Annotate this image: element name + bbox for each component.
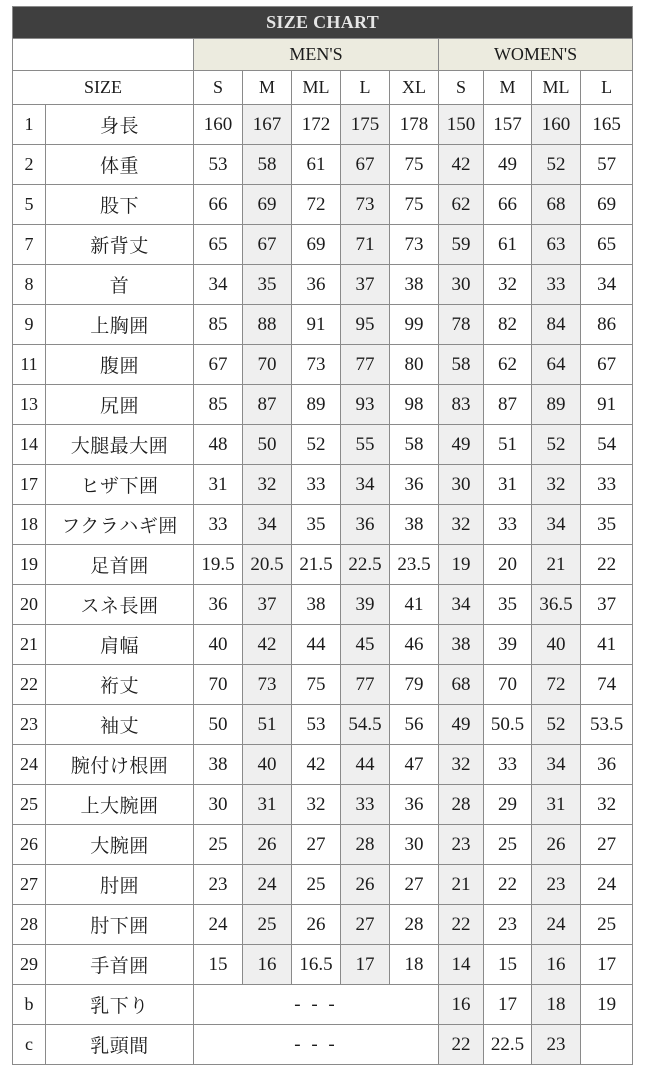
measurement-name: 乳頭間 bbox=[46, 1025, 194, 1065]
men-value: 51 bbox=[243, 705, 292, 745]
men-value: 28 bbox=[390, 905, 439, 945]
women-value: 22 bbox=[439, 1025, 484, 1065]
women-value: 14 bbox=[439, 945, 484, 985]
women-value: 20 bbox=[484, 545, 532, 585]
row-index: 17 bbox=[13, 465, 46, 505]
row-index: 21 bbox=[13, 625, 46, 665]
measurement-row bbox=[13, 625, 633, 665]
men-value: 178 bbox=[390, 105, 439, 145]
men-value: 25 bbox=[243, 905, 292, 945]
row-index: 24 bbox=[13, 745, 46, 785]
women-value: 32 bbox=[532, 465, 581, 505]
men-value: 48 bbox=[194, 425, 243, 465]
men-value: 33 bbox=[292, 465, 341, 505]
measurement-name: 裄丈 bbox=[46, 665, 194, 705]
women-value: 24 bbox=[532, 905, 581, 945]
measurement-name: スネ長囲 bbox=[46, 585, 194, 625]
womens-group-header: WOMEN'S bbox=[439, 39, 633, 71]
row-index: 7 bbox=[13, 225, 46, 265]
men-value: 87 bbox=[243, 385, 292, 425]
men-value: 36 bbox=[292, 265, 341, 305]
men-value: 77 bbox=[341, 345, 390, 385]
men-value: 41 bbox=[390, 585, 439, 625]
men-value: 73 bbox=[243, 665, 292, 705]
men-value: 32 bbox=[243, 465, 292, 505]
women-value: 49 bbox=[484, 145, 532, 185]
women-value: 17 bbox=[581, 945, 633, 985]
men-value: 27 bbox=[390, 865, 439, 905]
men-value: 44 bbox=[341, 745, 390, 785]
row-index: 2 bbox=[13, 145, 46, 185]
men-value: 26 bbox=[243, 825, 292, 865]
women-value: 29 bbox=[484, 785, 532, 825]
women-size-m: M bbox=[484, 71, 532, 105]
women-value: 58 bbox=[439, 345, 484, 385]
size-label: SIZE bbox=[13, 71, 194, 105]
chart-title: SIZE CHART bbox=[13, 7, 633, 39]
men-value: 25 bbox=[194, 825, 243, 865]
men-value: 40 bbox=[243, 745, 292, 785]
men-value: 25 bbox=[292, 865, 341, 905]
row-index: 23 bbox=[13, 705, 46, 745]
women-value: 86 bbox=[581, 305, 633, 345]
men-value: 34 bbox=[194, 265, 243, 305]
men-value: 65 bbox=[194, 225, 243, 265]
women-only-row bbox=[13, 985, 633, 1025]
men-value: 17 bbox=[341, 945, 390, 985]
women-value: 69 bbox=[581, 185, 633, 225]
men-value: 75 bbox=[390, 145, 439, 185]
women-value: 25 bbox=[484, 825, 532, 865]
measurement-row bbox=[13, 505, 633, 545]
women-value: 53.5 bbox=[581, 705, 633, 745]
women-value: 33 bbox=[532, 265, 581, 305]
women-value: 87 bbox=[484, 385, 532, 425]
measurement-name: 肘囲 bbox=[46, 865, 194, 905]
men-value: 38 bbox=[292, 585, 341, 625]
men-value: 44 bbox=[292, 625, 341, 665]
measurement-name: 袖丈 bbox=[46, 705, 194, 745]
measurement-name: 新背丈 bbox=[46, 225, 194, 265]
men-value: 99 bbox=[390, 305, 439, 345]
men-value: 89 bbox=[292, 385, 341, 425]
men-value: 75 bbox=[390, 185, 439, 225]
women-value: 22 bbox=[484, 865, 532, 905]
women-value: 150 bbox=[439, 105, 484, 145]
women-value: 160 bbox=[532, 105, 581, 145]
men-value: 42 bbox=[243, 625, 292, 665]
row-index: 27 bbox=[13, 865, 46, 905]
row-index: 26 bbox=[13, 825, 46, 865]
women-value: 25 bbox=[581, 905, 633, 945]
row-index: 22 bbox=[13, 665, 46, 705]
women-value: 84 bbox=[532, 305, 581, 345]
men-size-s: S bbox=[194, 71, 243, 105]
men-value: 31 bbox=[194, 465, 243, 505]
measurement-name: 体重 bbox=[46, 145, 194, 185]
women-value: 26 bbox=[532, 825, 581, 865]
women-value: 35 bbox=[484, 585, 532, 625]
men-value: 18 bbox=[390, 945, 439, 985]
women-value: 65 bbox=[581, 225, 633, 265]
measurement-row bbox=[13, 825, 633, 865]
women-value: 23 bbox=[532, 865, 581, 905]
measurement-row bbox=[13, 945, 633, 985]
women-value: 36 bbox=[581, 745, 633, 785]
men-value: 36 bbox=[390, 785, 439, 825]
measurement-name: 肩幅 bbox=[46, 625, 194, 665]
row-index: 11 bbox=[13, 345, 46, 385]
men-value: 46 bbox=[390, 625, 439, 665]
women-value: 66 bbox=[484, 185, 532, 225]
women-value: 33 bbox=[484, 745, 532, 785]
men-value: 33 bbox=[194, 505, 243, 545]
men-value: 67 bbox=[243, 225, 292, 265]
women-value: 91 bbox=[581, 385, 633, 425]
measurement-name: 大腿最大囲 bbox=[46, 425, 194, 465]
men-value: 39 bbox=[341, 585, 390, 625]
men-value: 23 bbox=[194, 865, 243, 905]
men-value: 38 bbox=[390, 505, 439, 545]
measurement-name: 足首囲 bbox=[46, 545, 194, 585]
measurement-name: 上胸囲 bbox=[46, 305, 194, 345]
men-value: 67 bbox=[341, 145, 390, 185]
measurement-row bbox=[13, 185, 633, 225]
men-value: 38 bbox=[194, 745, 243, 785]
men-value: 167 bbox=[243, 105, 292, 145]
row-index: 25 bbox=[13, 785, 46, 825]
women-value: 52 bbox=[532, 145, 581, 185]
measurement-row bbox=[13, 865, 633, 905]
men-value: 88 bbox=[243, 305, 292, 345]
men-value: 30 bbox=[194, 785, 243, 825]
men-value: 56 bbox=[390, 705, 439, 745]
row-index: 5 bbox=[13, 185, 46, 225]
measurement-row bbox=[13, 225, 633, 265]
women-value: 34 bbox=[532, 505, 581, 545]
men-value: 73 bbox=[292, 345, 341, 385]
women-value: 32 bbox=[439, 745, 484, 785]
women-value: 52 bbox=[532, 705, 581, 745]
women-value: 22 bbox=[581, 545, 633, 585]
men-value: 79 bbox=[390, 665, 439, 705]
men-value: 21.5 bbox=[292, 545, 341, 585]
men-value: 47 bbox=[390, 745, 439, 785]
men-size-ml: ML bbox=[292, 71, 341, 105]
women-value: 21 bbox=[532, 545, 581, 585]
measurement-name: 乳下り bbox=[46, 985, 194, 1025]
women-value: 34 bbox=[439, 585, 484, 625]
measurement-name: 上大腕囲 bbox=[46, 785, 194, 825]
measurement-row bbox=[13, 585, 633, 625]
men-value: 35 bbox=[243, 265, 292, 305]
men-value: 91 bbox=[292, 305, 341, 345]
women-value: 82 bbox=[484, 305, 532, 345]
measurement-row bbox=[13, 305, 633, 345]
women-value: 23 bbox=[532, 1025, 581, 1065]
women-value: 30 bbox=[439, 265, 484, 305]
measurement-row bbox=[13, 785, 633, 825]
men-value: 32 bbox=[292, 785, 341, 825]
men-value: 70 bbox=[194, 665, 243, 705]
women-value: 24 bbox=[581, 865, 633, 905]
measurement-row bbox=[13, 105, 633, 145]
men-size-xl: XL bbox=[390, 71, 439, 105]
men-value: 85 bbox=[194, 305, 243, 345]
row-index: 18 bbox=[13, 505, 46, 545]
measurement-row bbox=[13, 745, 633, 785]
men-value: 58 bbox=[390, 425, 439, 465]
row-index: 13 bbox=[13, 385, 46, 425]
women-value: 68 bbox=[439, 665, 484, 705]
men-value: 15 bbox=[194, 945, 243, 985]
women-value: 41 bbox=[581, 625, 633, 665]
row-index: 28 bbox=[13, 905, 46, 945]
men-value: 33 bbox=[341, 785, 390, 825]
men-value: 23.5 bbox=[390, 545, 439, 585]
measurement-name: 肘下囲 bbox=[46, 905, 194, 945]
men-value: 42 bbox=[292, 745, 341, 785]
measurement-row bbox=[13, 545, 633, 585]
women-only-row bbox=[13, 1025, 633, 1065]
row-index: 29 bbox=[13, 945, 46, 985]
measurement-name: フクラハギ囲 bbox=[46, 505, 194, 545]
women-value: 39 bbox=[484, 625, 532, 665]
men-value: 26 bbox=[341, 865, 390, 905]
men-value: 95 bbox=[341, 305, 390, 345]
measurement-row bbox=[13, 345, 633, 385]
men-value: 73 bbox=[390, 225, 439, 265]
men-value: 36 bbox=[194, 585, 243, 625]
women-value: 31 bbox=[532, 785, 581, 825]
men-not-applicable: - - - bbox=[194, 1025, 439, 1065]
men-size-m: M bbox=[243, 71, 292, 105]
women-value: 15 bbox=[484, 945, 532, 985]
men-value: 53 bbox=[292, 705, 341, 745]
men-value: 34 bbox=[341, 465, 390, 505]
men-value: 93 bbox=[341, 385, 390, 425]
women-value: 17 bbox=[484, 985, 532, 1025]
women-value: 19 bbox=[439, 545, 484, 585]
men-value: 24 bbox=[194, 905, 243, 945]
men-value: 77 bbox=[341, 665, 390, 705]
measurement-name: 股下 bbox=[46, 185, 194, 225]
measurement-name: 大腕囲 bbox=[46, 825, 194, 865]
women-value: 61 bbox=[484, 225, 532, 265]
men-value: 53 bbox=[194, 145, 243, 185]
men-value: 73 bbox=[341, 185, 390, 225]
women-size-l: L bbox=[581, 71, 633, 105]
women-value: 32 bbox=[581, 785, 633, 825]
women-value: 22 bbox=[439, 905, 484, 945]
men-value: 16.5 bbox=[292, 945, 341, 985]
women-value: 49 bbox=[439, 705, 484, 745]
men-value: 36 bbox=[341, 505, 390, 545]
men-value: 75 bbox=[292, 665, 341, 705]
women-value: 32 bbox=[439, 505, 484, 545]
row-index: 8 bbox=[13, 265, 46, 305]
women-value: 22.5 bbox=[484, 1025, 532, 1065]
men-value: 35 bbox=[292, 505, 341, 545]
women-value: 62 bbox=[439, 185, 484, 225]
women-value: 83 bbox=[439, 385, 484, 425]
women-value: 35 bbox=[581, 505, 633, 545]
women-value: 16 bbox=[439, 985, 484, 1025]
women-value: 23 bbox=[439, 825, 484, 865]
men-value: 40 bbox=[194, 625, 243, 665]
group-header-blank bbox=[13, 39, 194, 71]
measurement-row bbox=[13, 665, 633, 705]
women-size-s: S bbox=[439, 71, 484, 105]
women-value bbox=[581, 1025, 633, 1065]
women-value: 34 bbox=[532, 745, 581, 785]
women-value: 78 bbox=[439, 305, 484, 345]
men-value: 67 bbox=[194, 345, 243, 385]
men-value: 20.5 bbox=[243, 545, 292, 585]
row-index: b bbox=[13, 985, 46, 1025]
women-value: 63 bbox=[532, 225, 581, 265]
women-value: 37 bbox=[581, 585, 633, 625]
women-value: 51 bbox=[484, 425, 532, 465]
measurement-row bbox=[13, 265, 633, 305]
row-index: 19 bbox=[13, 545, 46, 585]
men-value: 98 bbox=[390, 385, 439, 425]
measurement-name: 腹囲 bbox=[46, 345, 194, 385]
women-value: 19 bbox=[581, 985, 633, 1025]
men-value: 36 bbox=[390, 465, 439, 505]
men-value: 27 bbox=[292, 825, 341, 865]
men-value: 71 bbox=[341, 225, 390, 265]
women-value: 165 bbox=[581, 105, 633, 145]
measurement-row bbox=[13, 705, 633, 745]
women-value: 59 bbox=[439, 225, 484, 265]
men-value: 26 bbox=[292, 905, 341, 945]
measurement-name: 腕付け根囲 bbox=[46, 745, 194, 785]
men-value: 24 bbox=[243, 865, 292, 905]
men-value: 37 bbox=[243, 585, 292, 625]
women-value: 72 bbox=[532, 665, 581, 705]
women-value: 89 bbox=[532, 385, 581, 425]
men-value: 160 bbox=[194, 105, 243, 145]
men-value: 37 bbox=[341, 265, 390, 305]
row-index: 9 bbox=[13, 305, 46, 345]
women-value: 36.5 bbox=[532, 585, 581, 625]
women-size-ml: ML bbox=[532, 71, 581, 105]
women-value: 157 bbox=[484, 105, 532, 145]
men-value: 19.5 bbox=[194, 545, 243, 585]
women-value: 32 bbox=[484, 265, 532, 305]
women-value: 68 bbox=[532, 185, 581, 225]
men-value: 58 bbox=[243, 145, 292, 185]
size-header-row bbox=[13, 71, 633, 105]
men-value: 175 bbox=[341, 105, 390, 145]
measurement-row bbox=[13, 425, 633, 465]
mens-group-header: MEN'S bbox=[194, 39, 439, 71]
men-size-l: L bbox=[341, 71, 390, 105]
men-value: 85 bbox=[194, 385, 243, 425]
women-value: 74 bbox=[581, 665, 633, 705]
men-value: 66 bbox=[194, 185, 243, 225]
men-value: 54.5 bbox=[341, 705, 390, 745]
women-value: 54 bbox=[581, 425, 633, 465]
measurement-name: ヒザ下囲 bbox=[46, 465, 194, 505]
men-value: 45 bbox=[341, 625, 390, 665]
men-value: 61 bbox=[292, 145, 341, 185]
women-value: 30 bbox=[439, 465, 484, 505]
men-value: 72 bbox=[292, 185, 341, 225]
measurement-name: 手首囲 bbox=[46, 945, 194, 985]
women-value: 52 bbox=[532, 425, 581, 465]
men-value: 50 bbox=[194, 705, 243, 745]
women-value: 33 bbox=[581, 465, 633, 505]
women-value: 34 bbox=[581, 265, 633, 305]
men-value: 31 bbox=[243, 785, 292, 825]
women-value: 16 bbox=[532, 945, 581, 985]
men-value: 80 bbox=[390, 345, 439, 385]
women-value: 33 bbox=[484, 505, 532, 545]
women-value: 28 bbox=[439, 785, 484, 825]
women-value: 31 bbox=[484, 465, 532, 505]
men-value: 69 bbox=[243, 185, 292, 225]
men-value: 69 bbox=[292, 225, 341, 265]
men-value: 52 bbox=[292, 425, 341, 465]
men-value: 34 bbox=[243, 505, 292, 545]
measurement-row bbox=[13, 145, 633, 185]
measurement-name: 尻囲 bbox=[46, 385, 194, 425]
measurement-row bbox=[13, 905, 633, 945]
measurement-row bbox=[13, 385, 633, 425]
women-value: 62 bbox=[484, 345, 532, 385]
men-value: 38 bbox=[390, 265, 439, 305]
row-index: c bbox=[13, 1025, 46, 1065]
row-index: 14 bbox=[13, 425, 46, 465]
men-value: 55 bbox=[341, 425, 390, 465]
men-value: 30 bbox=[390, 825, 439, 865]
measurement-name: 身長 bbox=[46, 105, 194, 145]
size-chart-body bbox=[13, 105, 633, 1065]
women-value: 42 bbox=[439, 145, 484, 185]
women-value: 18 bbox=[532, 985, 581, 1025]
men-value: 28 bbox=[341, 825, 390, 865]
women-value: 49 bbox=[439, 425, 484, 465]
women-value: 21 bbox=[439, 865, 484, 905]
measurement-row bbox=[13, 465, 633, 505]
women-value: 70 bbox=[484, 665, 532, 705]
women-value: 23 bbox=[484, 905, 532, 945]
size-chart bbox=[12, 6, 632, 1065]
women-value: 38 bbox=[439, 625, 484, 665]
men-value: 70 bbox=[243, 345, 292, 385]
men-value: 16 bbox=[243, 945, 292, 985]
women-value: 57 bbox=[581, 145, 633, 185]
row-index: 1 bbox=[13, 105, 46, 145]
women-value: 67 bbox=[581, 345, 633, 385]
men-value: 172 bbox=[292, 105, 341, 145]
size-chart-table bbox=[12, 6, 633, 1065]
women-value: 27 bbox=[581, 825, 633, 865]
women-value: 64 bbox=[532, 345, 581, 385]
men-not-applicable: - - - bbox=[194, 985, 439, 1025]
row-index: 20 bbox=[13, 585, 46, 625]
group-header-row bbox=[13, 39, 633, 71]
men-value: 27 bbox=[341, 905, 390, 945]
women-value: 50.5 bbox=[484, 705, 532, 745]
women-value: 40 bbox=[532, 625, 581, 665]
men-value: 50 bbox=[243, 425, 292, 465]
men-value: 22.5 bbox=[341, 545, 390, 585]
measurement-name: 首 bbox=[46, 265, 194, 305]
